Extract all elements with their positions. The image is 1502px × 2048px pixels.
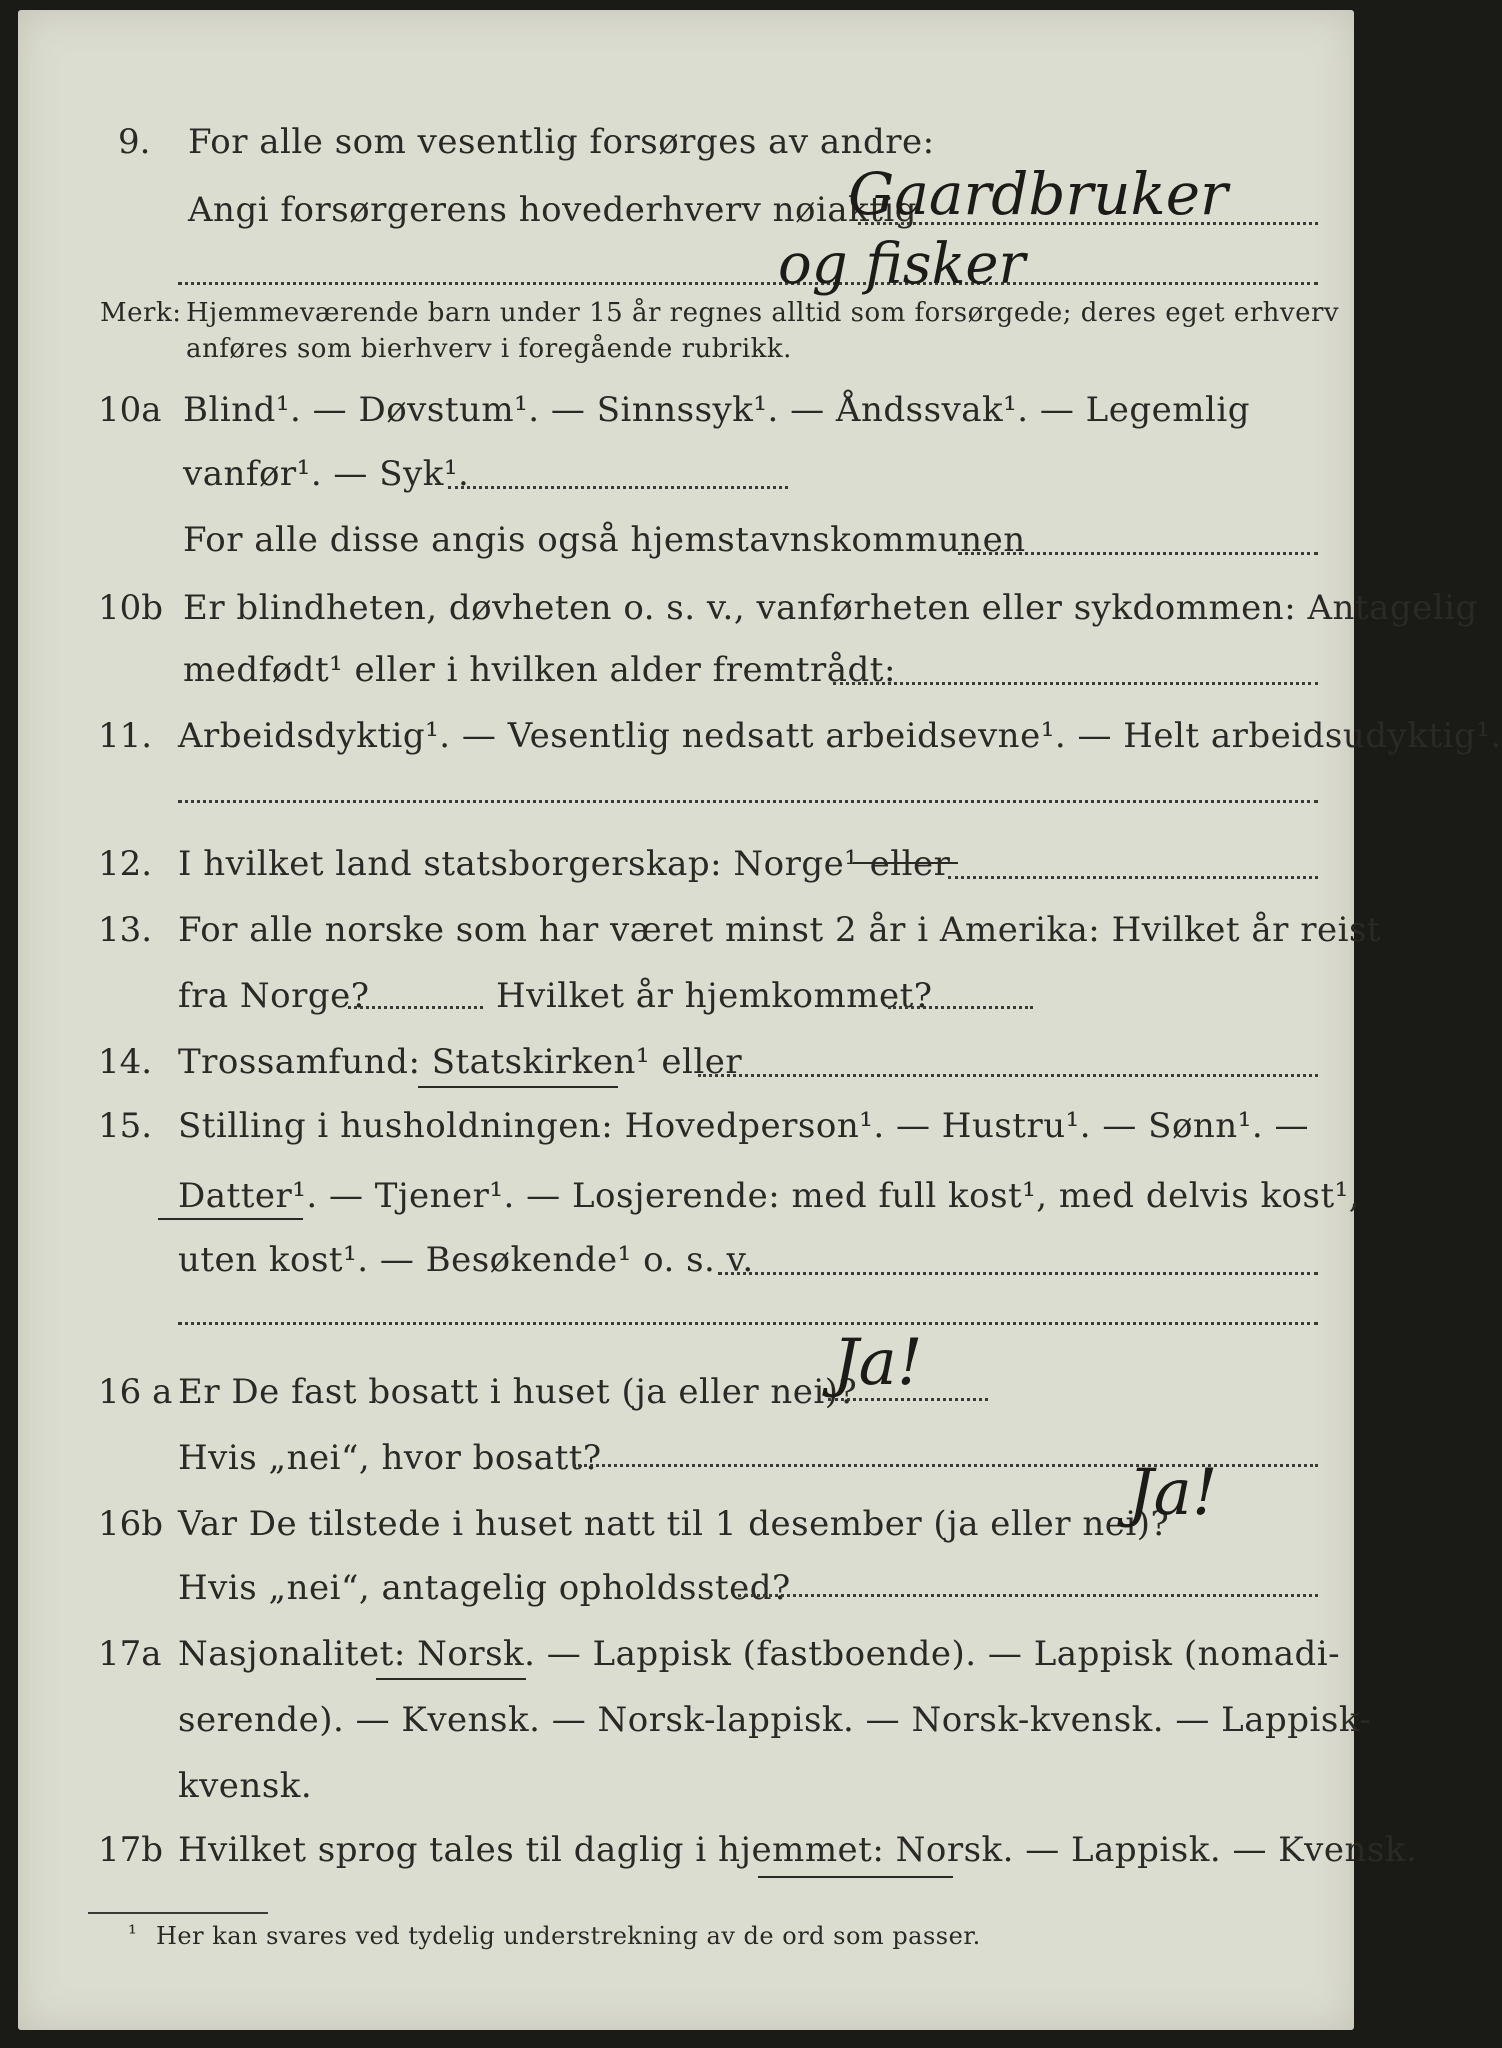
q17a-line1: Nasjonalitet: Norsk. — Lappisk (fastboende). — Lappisk (nomadi- xyxy=(178,1634,1341,1674)
merk-line2: anføres som bierhverv i foregående rubrikk. xyxy=(186,334,792,364)
q17b-number: 17b xyxy=(98,1830,164,1870)
q14-number: 14. xyxy=(98,1042,153,1082)
q16a-line1: Er De fast bosatt i huset (ja eller nei)? xyxy=(178,1372,858,1412)
q10a-number: 10a xyxy=(98,390,162,430)
q16a-number: 16 a xyxy=(98,1372,173,1412)
q15-underline-datter xyxy=(158,1218,303,1220)
q16b-number: 16b xyxy=(98,1504,164,1544)
q10b-number: 10b xyxy=(98,588,164,628)
q16b-line2: Hvis „nei“, antagelig opholdssted? xyxy=(178,1568,791,1608)
q9-answer-occupation-2: og fisker xyxy=(778,232,1026,297)
q17a-underline-norsk xyxy=(376,1678,526,1680)
q13-departure-line[interactable] xyxy=(348,1006,483,1009)
q10b-line1: Er blindheten, døvheten o. s. v., vanførheten eller sykdommen: Antagelig xyxy=(183,588,1478,628)
q14-line1: Trossamfund: Statskirken¹ eller xyxy=(178,1042,743,1082)
q13-line1: For alle norske som har været minst 2 år i Amerika: Hvilket år reist xyxy=(178,910,1382,950)
q15-answer-line-2[interactable] xyxy=(178,1322,1318,1325)
q10b-answer-line[interactable] xyxy=(833,682,1318,685)
q13-return-line[interactable] xyxy=(888,1006,1033,1009)
q10a-line2: vanfør¹. — Syk¹. xyxy=(183,454,470,494)
q11-number: 11. xyxy=(98,716,153,756)
q11-answer-line[interactable] xyxy=(178,800,1318,803)
q16b-line1: Var De tilstede i huset natt til 1 desember (ja eller nei)? xyxy=(178,1504,1170,1544)
q9-answer-line-2[interactable] xyxy=(178,282,1318,285)
q13-number: 13. xyxy=(98,910,153,950)
q16a-line2: Hvis „nei“, hvor bosatt? xyxy=(178,1438,602,1478)
q9-answer-occupation: Gaardbruker xyxy=(848,160,1228,228)
q14-underline-statskirken xyxy=(418,1086,618,1088)
footnote-mark: ¹ xyxy=(128,1922,138,1947)
q17b-underline-norsk xyxy=(758,1876,953,1878)
q14-answer-line[interactable] xyxy=(698,1074,1318,1077)
q13-line2a: fra Norge? xyxy=(178,976,370,1016)
merk-line1: Hjemmeværende barn under 15 år regnes alltid som forsørgede; deres eget erhverv xyxy=(186,298,1340,328)
q12-strike xyxy=(853,862,958,864)
merk-label: Merk: xyxy=(100,298,182,328)
q11-line1: Arbeidsdyktig¹. — Vesentlig nedsatt arbeidsevne¹. — Helt arbeidsudyktig¹. xyxy=(178,716,1502,756)
census-form-page xyxy=(18,10,1502,2030)
q16a-answer: Ja! xyxy=(833,1326,923,1400)
q15-answer-line[interactable] xyxy=(718,1272,1318,1275)
q17a-line2: serende). — Kvensk. — Norsk-lappisk. — Norsk-kvensk. — Lappisk- xyxy=(178,1700,1372,1740)
q13-line2b: Hvilket år hjemkommet? xyxy=(496,976,933,1016)
q16b-location-line[interactable] xyxy=(738,1594,1318,1597)
footnote-text: Her kan svares ved tydelig understrekning av de ord som passer. xyxy=(156,1922,981,1950)
q10b-line2: medfødt¹ eller i hvilken alder fremtrådt: xyxy=(183,650,896,690)
q10a-hometown-line[interactable] xyxy=(958,552,1318,555)
q15-line3: uten kost¹. — Besøkende¹ o. s. v. xyxy=(178,1240,754,1280)
q17b-line1: Hvilket sprog tales til daglig i hjemmet: Norsk. — Lappisk. — Kvensk. xyxy=(178,1830,1418,1870)
q10a-answer-line[interactable] xyxy=(448,486,788,489)
footnote-rule xyxy=(88,1912,268,1914)
q9-line2: Angi forsørgerens hovederhverv nøiaktig xyxy=(188,190,918,230)
q15-line2: Datter¹. — Tjener¹. — Losjerende: med full kost¹, med delvis kost¹, xyxy=(178,1176,1361,1216)
q9-number: 9. xyxy=(118,122,151,162)
q17a-line3: kvensk. xyxy=(178,1766,313,1806)
q12-number: 12. xyxy=(98,844,153,884)
q15-line1: Stilling i husholdningen: Hovedperson¹. — Hustru¹. — Sønn¹. — xyxy=(178,1106,1309,1146)
q15-number: 15. xyxy=(98,1106,153,1146)
q12-answer-line[interactable] xyxy=(948,876,1318,879)
q12-line1: I hvilket land statsborgerskap: Norge¹ eller xyxy=(178,844,951,884)
q17a-number: 17a xyxy=(98,1634,162,1674)
q10a-line3: For alle disse angis også hjemstavnskommunen xyxy=(183,520,1026,560)
q10a-line1: Blind¹. — Døvstum¹. — Sinnssyk¹. — Åndssvak¹. — Legemlig xyxy=(183,390,1250,430)
q16b-answer: Ja! xyxy=(1128,1456,1218,1530)
q9-line1: For alle som vesentlig forsørges av andre: xyxy=(188,122,935,162)
